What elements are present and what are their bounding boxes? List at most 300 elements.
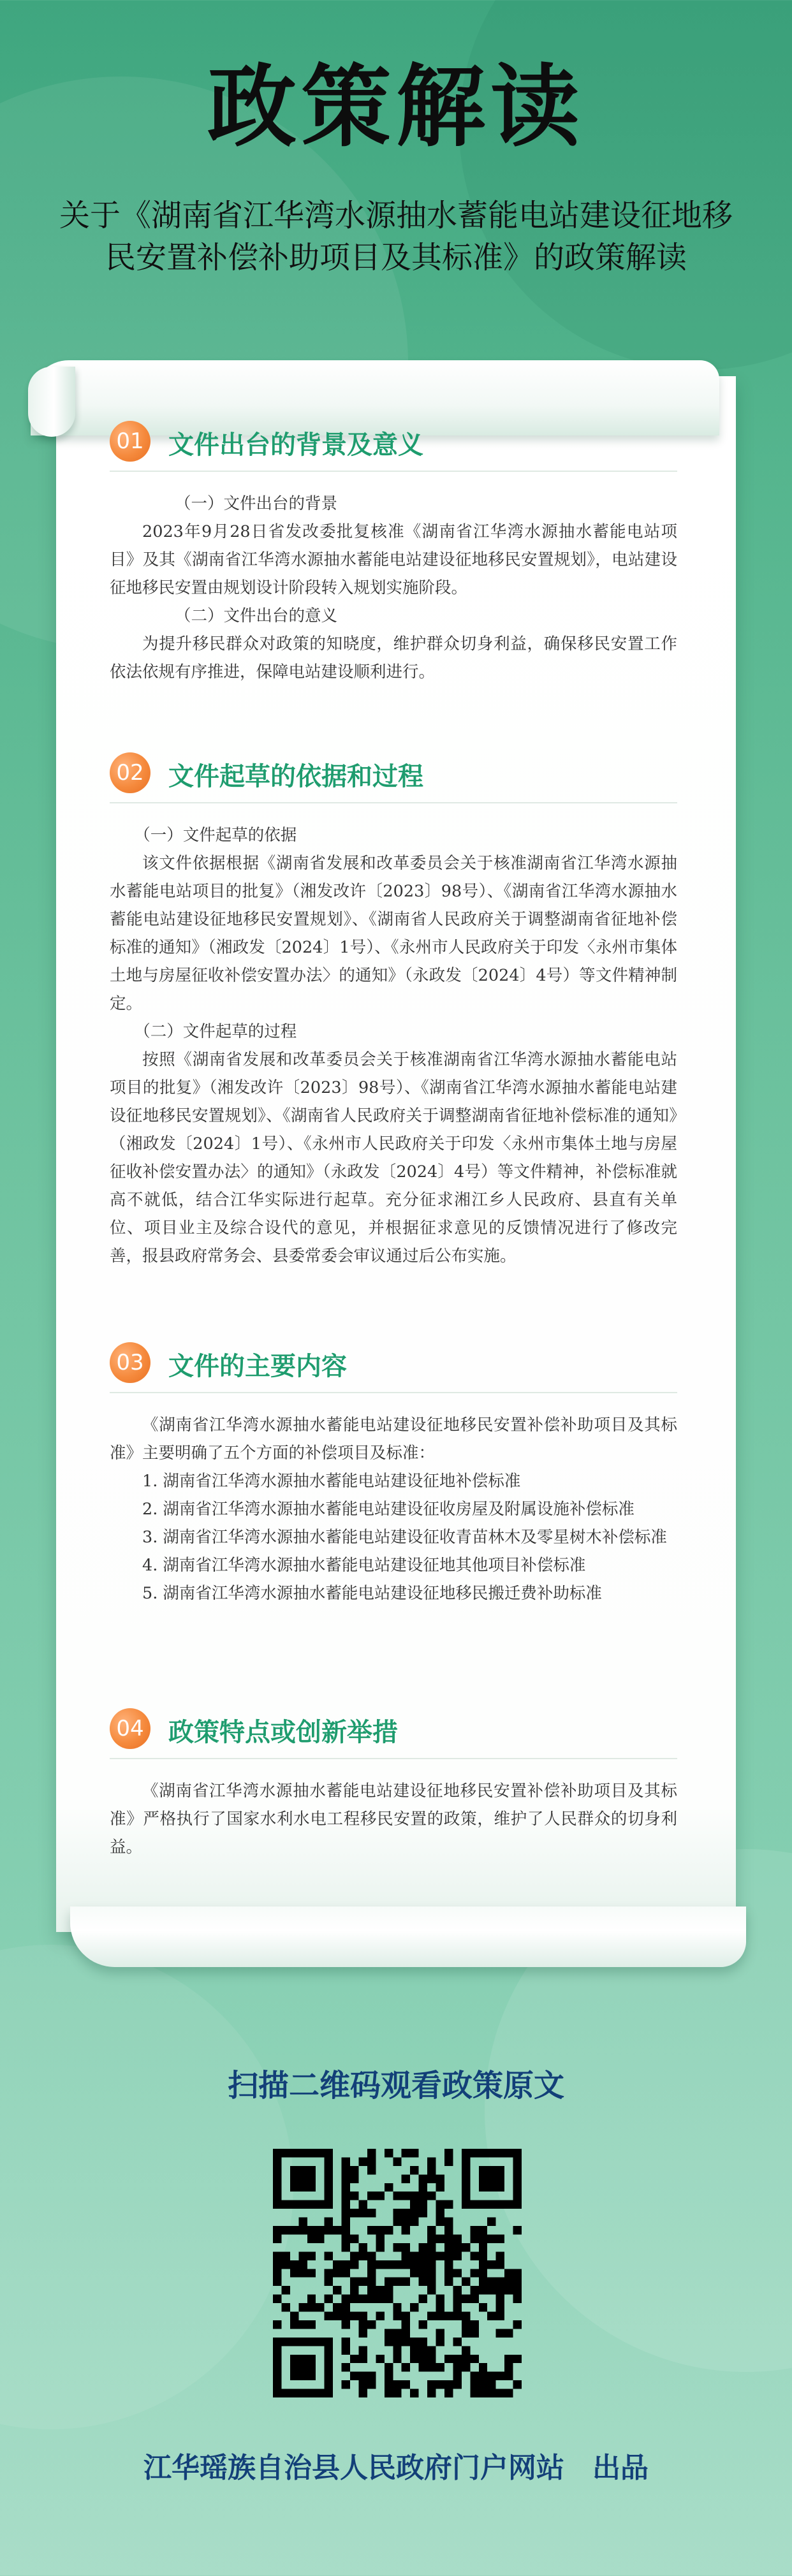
qr-module [479, 2149, 487, 2157]
qr-module [376, 2192, 384, 2200]
qr-module [342, 2243, 350, 2251]
qr-module [307, 2234, 316, 2243]
qr-module [298, 2338, 307, 2346]
qr-module [504, 2329, 513, 2337]
qr-module [479, 2380, 487, 2389]
qr-module [444, 2234, 453, 2243]
qr-module [281, 2338, 290, 2346]
qr-module [307, 2149, 316, 2157]
qr-module [453, 2303, 461, 2311]
qr-module [402, 2278, 410, 2286]
qr-module [325, 2218, 333, 2226]
qr-module [376, 2226, 384, 2234]
section-header [110, 1707, 677, 1753]
qr-module [290, 2200, 298, 2209]
qr-module [273, 2363, 281, 2371]
qr-module [436, 2174, 444, 2183]
qr-module [419, 2269, 427, 2277]
qr-module [342, 2218, 350, 2226]
qr-module [298, 2174, 307, 2183]
qr-module [307, 2389, 316, 2397]
qr-module [479, 2243, 487, 2251]
list-item: 4. 湖南省江华湾水源抽水蓄能电站建设征地其他项目补偿标准 [142, 1556, 586, 1575]
qr-module [487, 2286, 495, 2294]
qr-module [367, 2192, 376, 2200]
qr-module [358, 2251, 367, 2260]
qr-module [436, 2295, 444, 2303]
qr-module [290, 2372, 298, 2380]
section-number-badge: 01 [110, 421, 150, 462]
qr-module [462, 2183, 470, 2192]
qr-module [358, 2329, 367, 2337]
qr-module [316, 2149, 324, 2157]
qr-module [342, 2209, 350, 2217]
qr-module [367, 2157, 376, 2165]
qr-module [410, 2260, 418, 2269]
qr-module [402, 2174, 410, 2183]
qr-module [479, 2234, 487, 2243]
qr-module [393, 2312, 401, 2320]
qr-module [358, 2243, 367, 2251]
qr-module [273, 2338, 281, 2346]
qr-module [367, 2295, 376, 2303]
qr-module [427, 2269, 436, 2277]
qr-module [453, 2372, 461, 2380]
qr-module [325, 2278, 333, 2286]
qr-module [307, 2320, 316, 2329]
qr-module [479, 2286, 487, 2294]
qr-module [385, 2389, 393, 2397]
paragraph: 为提升移民群众对政策的知晓度，维护群众切身利益，确保移民安置工作依法依规有序推进，保障电站建设顺利进行。 [110, 634, 677, 682]
qr-module [496, 2329, 504, 2337]
qr-module [410, 2209, 418, 2217]
qr-module [419, 2338, 427, 2346]
qr-module [325, 2166, 333, 2174]
qr-module [427, 2157, 436, 2165]
qr-module [419, 2278, 427, 2286]
qr-module [427, 2380, 436, 2389]
qr-module [436, 2200, 444, 2209]
qr-module [444, 2260, 453, 2269]
subtitle-line: 关于《湖南省江华湾水源抽水蓄能电站建设征地移 [59, 198, 733, 233]
qr-module [496, 2372, 504, 2380]
sub-heading: （一）文件起草的依据 [134, 826, 297, 845]
qr-module [419, 2295, 427, 2303]
qr-module [290, 2338, 298, 2346]
qr-module [358, 2320, 367, 2329]
qr-module [342, 2338, 350, 2346]
qr-module [410, 2346, 418, 2354]
qr-module [470, 2226, 478, 2234]
qr-module [513, 2200, 522, 2209]
qr-module [470, 2355, 478, 2363]
qr-module [307, 2251, 316, 2260]
qr-module [281, 2149, 290, 2157]
section-header [110, 420, 677, 465]
qr-module [290, 2166, 298, 2174]
qr-module [513, 2226, 522, 2234]
qr-module [350, 2278, 358, 2286]
qr-module [290, 2355, 298, 2363]
qr-module [444, 2251, 453, 2260]
qr-module [479, 2363, 487, 2371]
qr-module [419, 2346, 427, 2354]
qr-module [496, 2200, 504, 2209]
qr-module [504, 2355, 513, 2363]
qr-module [393, 2380, 401, 2389]
qr-module [325, 2174, 333, 2183]
qr-module [410, 2355, 418, 2363]
qr-module [487, 2174, 495, 2183]
qr-module [307, 2363, 316, 2371]
qr-module [393, 2346, 401, 2354]
section-title: 政策特点或创新举措 [168, 1718, 398, 1747]
qr-module [376, 2286, 384, 2294]
qr-module [298, 2372, 307, 2380]
qr-module [376, 2234, 384, 2243]
qr-module [307, 2269, 316, 2277]
qr-module [290, 2312, 298, 2320]
qr-module [316, 2338, 324, 2346]
qr-module [316, 2303, 324, 2311]
qr-module [479, 2260, 487, 2269]
paragraph: 《湖南省江华湾水源抽水蓄能电站建设征地移民安置补偿补助项目及其标准》主要明确了五个方面的补偿项目及标准： [110, 1416, 677, 1463]
qr-module [273, 2380, 281, 2389]
qr-module [504, 2278, 513, 2286]
qr-module [402, 2218, 410, 2226]
qr-module [350, 2166, 358, 2174]
qr-module [462, 2174, 470, 2183]
qr-module [453, 2355, 461, 2363]
qr-module [462, 2346, 470, 2354]
qr-module [350, 2372, 358, 2380]
qr-module [470, 2389, 478, 2397]
qr-module [436, 2218, 444, 2226]
qr-module [307, 2355, 316, 2363]
list-item: 2. 湖南省江华湾水源抽水蓄能电站建设征收房屋及附属设施补偿标准 [142, 1500, 634, 1519]
qr-module [453, 2269, 461, 2277]
qr-module [358, 2312, 367, 2320]
qr-module [273, 2269, 281, 2277]
qr-module [444, 2389, 453, 2397]
qr-module [436, 2329, 444, 2337]
qr-module [419, 2183, 427, 2192]
qr-module [462, 2295, 470, 2303]
qr-module [273, 2174, 281, 2183]
qr-module [479, 2278, 487, 2286]
qr-module [453, 2338, 461, 2346]
qr-module [393, 2243, 401, 2251]
qr-module [419, 2320, 427, 2329]
qr-module [462, 2192, 470, 2200]
qr-module [298, 2260, 307, 2269]
qr-module [496, 2183, 504, 2192]
qr-module [436, 2363, 444, 2371]
qr-module [273, 2389, 281, 2397]
qr-module [444, 2218, 453, 2226]
qr-module [479, 2251, 487, 2260]
qr-module [496, 2149, 504, 2157]
list-item: 3. 湖南省江华湾水源抽水蓄能电站建设征收青苗林木及零星树木补偿标准 [142, 1528, 667, 1547]
qr-module [427, 2166, 436, 2174]
qr-module [385, 2363, 393, 2371]
qr-module [358, 2355, 367, 2363]
qr-module [427, 2226, 436, 2234]
qr-module [290, 2320, 298, 2329]
qr-module [342, 2234, 350, 2243]
qr-module [479, 2183, 487, 2192]
qr-module [273, 2320, 281, 2329]
qr-module [487, 2218, 495, 2226]
qr-module [419, 2363, 427, 2371]
section-background [110, 420, 677, 686]
qr-module [350, 2251, 358, 2260]
qr-module [342, 2303, 350, 2311]
qr-module [358, 2278, 367, 2286]
qr-module [410, 2338, 418, 2346]
qr-module [419, 2200, 427, 2209]
qr-module [436, 2338, 444, 2346]
qr-module [427, 2286, 436, 2294]
qr-module [333, 2260, 341, 2269]
qr-module [513, 2157, 522, 2165]
qr-module [350, 2192, 358, 2200]
qr-module [470, 2234, 478, 2243]
qr-module [358, 2389, 367, 2397]
qr-module [470, 2269, 478, 2277]
section-header [110, 1341, 677, 1387]
qr-module [513, 2192, 522, 2200]
qr-module [402, 2320, 410, 2329]
qr-module [419, 2209, 427, 2217]
qr-module [436, 2380, 444, 2389]
qr-module [298, 2251, 307, 2260]
qr-module [385, 2260, 393, 2269]
qr-module [342, 2200, 350, 2209]
qr-module [307, 2372, 316, 2380]
qr-module [298, 2269, 307, 2277]
qr-module [496, 2251, 504, 2260]
qr-module [479, 2166, 487, 2174]
qr-module [298, 2149, 307, 2157]
qr-module [419, 2260, 427, 2269]
paragraph: 《湖南省江华湾水源抽水蓄能电站建设征地移民安置补偿补助项目及其标准》严格执行了国家水利水电工程移民安置的政策，维护了人民群众的切身利益。 [110, 1782, 677, 1857]
qr-module [298, 2303, 307, 2311]
qr-module [307, 2338, 316, 2346]
qr-module [462, 2329, 470, 2337]
qr-module [342, 2363, 350, 2371]
qr-module [393, 2260, 401, 2269]
qr-module [367, 2260, 376, 2269]
qr-module [325, 2251, 333, 2260]
qr-module [350, 2312, 358, 2320]
qr-module [273, 2192, 281, 2200]
qr-module [342, 2346, 350, 2354]
section-body [110, 490, 677, 686]
qr-module [479, 2303, 487, 2311]
qr-module [453, 2363, 461, 2371]
qr-module [350, 2209, 358, 2217]
qr-module [342, 2295, 350, 2303]
qr-module [350, 2234, 358, 2243]
qr-module [436, 2251, 444, 2260]
qr-module [290, 2226, 298, 2234]
qr-module [453, 2234, 461, 2243]
qr-code[interactable] [273, 2149, 522, 2397]
qr-module [436, 2209, 444, 2217]
section-divider [110, 471, 677, 472]
qr-module [393, 2329, 401, 2337]
qr-module [513, 2286, 522, 2294]
qr-module [350, 2286, 358, 2294]
qr-module [513, 2320, 522, 2329]
section-content [110, 1341, 677, 1607]
qr-module [316, 2234, 324, 2243]
qr-module [496, 2174, 504, 2183]
qr-module [496, 2286, 504, 2294]
qr-module [273, 2149, 281, 2157]
qr-module [342, 2380, 350, 2389]
section-divider [110, 1758, 677, 1759]
qr-module [470, 2286, 478, 2294]
qr-module [427, 2243, 436, 2251]
qr-module [325, 2192, 333, 2200]
qr-module [367, 2166, 376, 2174]
qr-module [367, 2226, 376, 2234]
qr-module [470, 2295, 478, 2303]
qr-module [342, 2183, 350, 2192]
qr-module [496, 2295, 504, 2303]
qr-module [273, 2166, 281, 2174]
qr-module [281, 2200, 290, 2209]
qr-module [504, 2372, 513, 2380]
qr-module [325, 2363, 333, 2371]
qr-module [333, 2269, 341, 2277]
qr-module [402, 2226, 410, 2234]
section-title: 文件出台的背景及意义 [168, 430, 423, 460]
qr-module [427, 2363, 436, 2371]
qr-module [367, 2269, 376, 2277]
qr-module [281, 2251, 290, 2260]
qr-module [273, 2251, 281, 2260]
qr-module [281, 2286, 290, 2294]
footer-credit: 江华瑶族自治县人民政府门户网站 出品 [143, 2452, 649, 2484]
qr-module [367, 2209, 376, 2217]
qr-module [479, 2226, 487, 2234]
qr-module [444, 2226, 453, 2234]
qr-module [273, 2183, 281, 2192]
qr-module [358, 2372, 367, 2380]
qr-module [342, 2260, 350, 2269]
paragraph: 该文件依据根据《湖南省发展和改革委员会关于核准湖南省江华湾水源抽水蓄能电站项目的批复》（湘发改许〔2023〕98号）、《湖南省江华湾水源抽水蓄能电站建设征地移民安置规划》、《湖南省人民政府关于调整湖南省征地补偿标准的通知》（湘政发〔2024〕1号）、《永州市人民政府关于印发〈永州市集体土地与房屋征收补偿安置办法〉的通知》（永政发〔2024〕4号）等文件精神制定。 [110, 854, 677, 1013]
section-header [110, 751, 677, 797]
qr-module [342, 2312, 350, 2320]
list-item: 1. 湖南省江华湾水源抽水蓄能电站建设征地补偿标准 [142, 1472, 521, 1491]
qr-module [325, 2346, 333, 2354]
qr-module [462, 2355, 470, 2363]
qr-module [487, 2234, 495, 2243]
qr-module [325, 2389, 333, 2397]
qr-module [410, 2149, 418, 2157]
qr-module [496, 2303, 504, 2311]
qr-module [393, 2157, 401, 2165]
qr-module [513, 2149, 522, 2157]
qr-module [273, 2157, 281, 2165]
qr-module [419, 2174, 427, 2183]
qr-module [290, 2174, 298, 2183]
qr-module [385, 2226, 393, 2234]
qr-module [427, 2234, 436, 2243]
qr-module [376, 2295, 384, 2303]
qr-module [444, 2200, 453, 2209]
qr-module [427, 2192, 436, 2200]
qr-module [444, 2312, 453, 2320]
qr-module [367, 2286, 376, 2294]
qr-module [350, 2174, 358, 2183]
qr-module [325, 2269, 333, 2277]
qr-module [290, 2389, 298, 2397]
qr-module [281, 2260, 290, 2269]
qr-module [325, 2149, 333, 2157]
qr-module [462, 2363, 470, 2371]
qr-module [393, 2278, 401, 2286]
qr-module [479, 2200, 487, 2209]
qr-module [513, 2166, 522, 2174]
qr-module [470, 2372, 478, 2380]
qr-module [402, 2192, 410, 2200]
subtitle-line: 民安置补偿补助项目及其标准》的政策解读 [105, 240, 687, 276]
qr-module [427, 2251, 436, 2260]
qr-module [444, 2278, 453, 2286]
section-number-badge: 02 [110, 752, 150, 793]
qr-module [453, 2243, 461, 2251]
qr-module [342, 2226, 350, 2234]
qr-module [470, 2251, 478, 2260]
sub-heading: （二）文件出台的意义 [175, 606, 338, 626]
qr-module [444, 2269, 453, 2277]
qr-module [273, 2226, 281, 2234]
qr-module [419, 2243, 427, 2251]
qr-module [273, 2372, 281, 2380]
qr-module [427, 2260, 436, 2269]
qr-module [487, 2278, 495, 2286]
qr-module [444, 2243, 453, 2251]
paragraph: 按照《湖南省发展和改革委员会关于核准湖南省江华湾水源抽水蓄能电站项目的批复》（湘发改许〔2023〕98号）、《湖南省江华湾水源抽水蓄能电站建设征地移民安置规划》、《湖南省人民政府关于调整湖南省征地补偿标准的通知》（湘政发〔2024〕1号）、《永州市人民政府关于印发〈永州市集体土地与房屋征收补偿安置办法〉的通知》（永政发〔2024〕4号）等文件精神，补偿标准就高不就低，结合江华实际进行起草。充分征求湘江乡人民政府、县直有关单位、项目业主及综合设代的意见，并根据征求意见的反馈情况进行了修改完善，报县政府常务会、县委常委会审议通过后公布实施。 [110, 1050, 677, 1266]
qr-module [298, 2200, 307, 2209]
qr-module [410, 2218, 418, 2226]
qr-module [402, 2260, 410, 2269]
section-basis [110, 751, 677, 1270]
qr-module [487, 2389, 495, 2397]
qr-module [410, 2200, 418, 2209]
qr-module [402, 2363, 410, 2371]
qr-module [393, 2355, 401, 2363]
qr-module [496, 2234, 504, 2243]
qr-module [281, 2226, 290, 2234]
qr-module [393, 2338, 401, 2346]
qr-module [273, 2234, 281, 2243]
qr-module [410, 2303, 418, 2311]
qr-module [487, 2312, 495, 2320]
qr-module [427, 2312, 436, 2320]
scroll-bottom-curl [70, 1906, 746, 1967]
qr-module [513, 2380, 522, 2389]
qr-module [307, 2174, 316, 2183]
qr-module [393, 2218, 401, 2226]
qr-module [470, 2329, 478, 2337]
qr-module [298, 2183, 307, 2192]
qr-module [325, 2312, 333, 2320]
